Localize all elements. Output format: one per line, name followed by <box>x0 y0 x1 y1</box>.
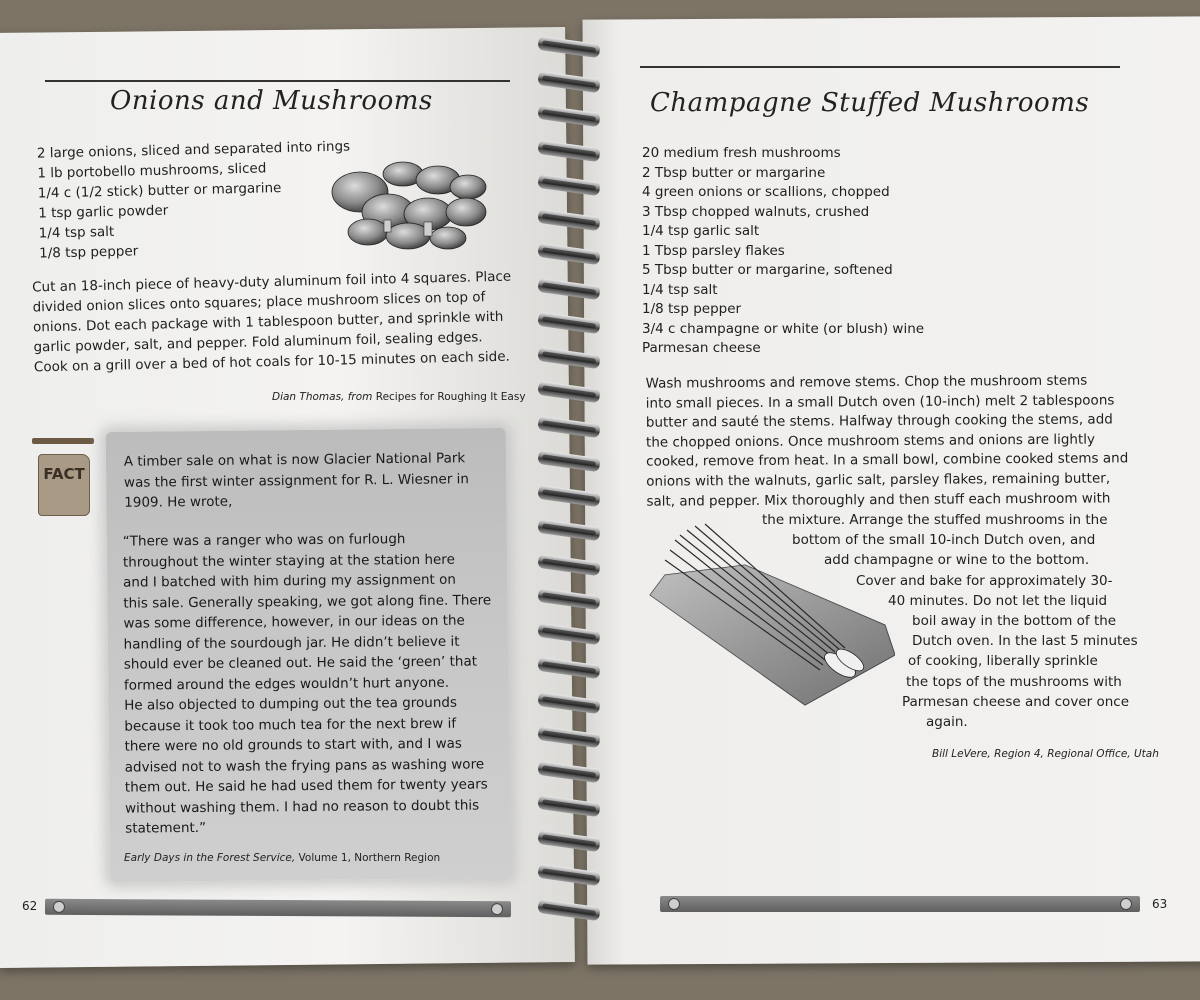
ingredient-item: 1/8 tsp pepper <box>642 301 742 317</box>
left-directions <box>32 267 513 378</box>
spiral-binding <box>538 40 602 940</box>
attribution-source: Recipes for Roughing It Easy <box>375 391 526 403</box>
direction-line: garlic powder, salt, and pepper. Fold aluminum foil, sealing edges. <box>33 329 483 356</box>
spiral-coil <box>537 691 600 713</box>
left-title-rule <box>45 80 510 82</box>
direction-line: Parmesan cheese and cover once <box>902 693 1130 710</box>
direction-line: of cooking, liberally sprinkle <box>908 653 1098 670</box>
direction-line: the chopped onions. Once mushroom stems and onions are lightly <box>645 431 1096 451</box>
right-attribution: Bill LeVere, Region 4, Regional Office, Utah <box>932 748 1159 760</box>
spiral-coil <box>537 277 600 299</box>
spiral-coil <box>537 70 600 92</box>
spiral-coil <box>537 829 600 851</box>
spiral-coil <box>537 898 600 920</box>
right-footer-bar <box>660 896 1140 912</box>
spiral-coil <box>537 484 600 506</box>
ingredient-item: 1/8 tsp pepper <box>38 243 139 262</box>
ingredient-item: 1/4 tsp garlic salt <box>642 223 760 239</box>
right-directions-block1 <box>646 371 1129 512</box>
ingredient-item: 3 Tbsp chopped walnuts, crushed <box>642 203 870 220</box>
spiral-coil <box>537 139 600 161</box>
direction-line: salt, and pepper. Mix thoroughly and then stuff each mushroom with <box>646 490 1111 510</box>
fact-quote-line: handling of the sourdough jar. He didn’t believe it <box>123 633 460 653</box>
spiral-coil <box>537 760 600 782</box>
right-title-rule <box>640 66 1120 68</box>
spiral-coil <box>537 415 600 437</box>
ingredient-item: 1 lb portobello mushrooms, sliced <box>37 160 267 182</box>
fact-source <box>124 852 440 864</box>
ingredient-item: 1 Tbsp parsley flakes <box>642 242 785 259</box>
fact-intro-line: was the first winter assignment for R. L. Wiesner in <box>123 470 470 491</box>
left-ingredients-list <box>37 136 353 263</box>
spiral-coil <box>537 553 600 575</box>
direction-line: Dutch oven. In the last 5 minutes <box>912 633 1138 650</box>
fact-intro-line: A timber sale on what is now Glacier National Park <box>123 450 466 470</box>
fact-quote-line: without washing them. I had no reason to doubt this <box>125 797 480 817</box>
fact-quote-line: throughout the winter staying at the station here <box>122 551 455 571</box>
fact-intro-line: 1909. He wrote, <box>124 493 233 511</box>
right-recipe-title: Champagne Stuffed Mushrooms <box>650 88 1090 118</box>
fact-source-detail: Volume 1, Northern Region <box>298 852 441 864</box>
ingredient-item: 1/4 tsp salt <box>38 223 115 242</box>
fact-quote-line: was some difference, however, in our ideas on the <box>123 612 465 632</box>
fact-quote <box>123 528 494 839</box>
fact-source-title: Early Days in the Forest Service, <box>124 852 296 864</box>
direction-line: butter and sauté the stems. Halfway through cooking the stems, add <box>645 411 1113 431</box>
direction-line: cooked, remove from heat. In a small bowl, combine cooked stems and <box>646 450 1129 471</box>
spiral-coil <box>537 588 600 610</box>
direction-line: Cut an 18-inch piece of heavy-duty aluminum foil into 4 squares. Place <box>31 268 512 296</box>
direction-line: into small pieces. In a small Dutch oven (10-inch) melt 2 tablespoons <box>645 392 1115 412</box>
fact-quote-line: them out. He said he had used them for twenty years <box>124 776 488 796</box>
direction-line: add champagne or wine to the bottom. <box>824 552 1090 569</box>
fact-quote-line: there were no old grounds to start with, and I was <box>124 735 462 755</box>
fact-quote-line: “There was a ranger who was on furlough <box>122 531 406 550</box>
sign-board <box>38 454 90 516</box>
ingredient-item: 2 Tbsp butter or margarine <box>642 164 826 181</box>
ingredient-item: 1 tsp garlic powder <box>38 202 169 222</box>
spiral-coil <box>537 312 600 334</box>
spiral-coil <box>537 657 600 679</box>
direction-line: divided onion slices onto squares; place mushroom slices on top of <box>32 289 486 316</box>
spiral-coil <box>537 622 600 644</box>
direction-line: Cover and bake for approximately 30- <box>856 572 1113 589</box>
fact-quote-line: should ever be cleaned out. He said the ‘green’ that <box>123 653 478 673</box>
page-number-left: 62 <box>22 899 38 913</box>
direction-line: again. <box>926 714 968 731</box>
spiral-coil <box>537 795 600 817</box>
ingredient-item: 5 Tbsp butter or margarine, softened <box>642 262 893 278</box>
ingredient-item: 1/4 tsp salt <box>642 281 718 298</box>
fact-quote-line: He also objected to dumping out the tea grounds <box>124 694 458 714</box>
left-recipe-title: Onions and Mushrooms <box>110 86 433 116</box>
spiral-coil <box>537 36 600 58</box>
direction-line: the mixture. Arrange the stuffed mushrooms in the <box>762 512 1108 528</box>
direction-line: Wash mushrooms and remove stems. Chop the mushroom stems <box>645 372 1088 392</box>
ingredient-item: 20 medium fresh mushrooms <box>642 145 841 161</box>
ingredient-item: 4 green onions or scallions, chopped <box>642 184 890 200</box>
green-onions-illustration <box>645 520 895 715</box>
fact-quote-line: formed around the edges wouldn’t hurt anyone. <box>123 674 450 694</box>
left-attribution <box>272 391 526 403</box>
ingredient-item: Parmesan cheese <box>642 340 761 356</box>
spiral-coil <box>537 208 600 230</box>
direction-line: onions with the walnuts, garlic salt, parsley flakes, remaining butter, <box>646 470 1111 490</box>
bolt-icon <box>668 898 680 910</box>
direction-line: boil away in the bottom of the <box>912 613 1117 630</box>
fact-quote-line: advised not to wash the frying pans as washing wore <box>124 755 485 776</box>
left-footer-bar <box>45 899 511 917</box>
bolt-icon <box>53 901 65 913</box>
ingredient-item: 2 large onions, sliced and separated into rings <box>36 138 351 162</box>
sign-hanger <box>32 438 94 444</box>
direction-line: 40 minutes. Do not let the liquid <box>888 592 1108 609</box>
spiral-coil <box>537 105 600 127</box>
spiral-coil <box>537 381 600 403</box>
direction-line: onions. Dot each package with 1 tablespoon butter, and sprinkle with <box>32 308 504 336</box>
fact-sign-icon <box>32 438 94 518</box>
fact-quote-line: because it took too much tea for the next brew if <box>124 715 457 735</box>
mushrooms-illustration <box>328 152 493 252</box>
spiral-coil <box>537 726 600 748</box>
fact-quote-line: and I batched with him during my assignment on <box>123 571 456 591</box>
spiral-coil <box>537 243 600 265</box>
spiral-coil <box>537 174 600 196</box>
direction-line: Cook on a grill over a bed of hot coals for 10-15 minutes on each side. <box>33 348 511 376</box>
bolt-icon <box>491 903 503 915</box>
ingredient-item: 1/4 c (1/2 stick) butter or margarine <box>37 180 282 202</box>
spiral-coil <box>537 450 600 472</box>
fact-quote-line: statement.” <box>125 819 207 837</box>
ingredient-item: 3/4 c champagne or white (or blush) wine <box>642 320 925 337</box>
fact-intro <box>124 448 470 513</box>
page-number-right: 63 <box>1152 897 1168 911</box>
fact-quote-line: this sale. Generally speaking, we got along fine. There <box>123 591 492 612</box>
right-ingredients-list <box>642 144 924 359</box>
direction-line: bottom of the small 10-inch Dutch oven, and <box>792 532 1096 549</box>
attribution-author: Dian Thomas, from <box>272 391 373 403</box>
spiral-coil <box>537 519 600 541</box>
direction-line: the tops of the mushrooms with <box>906 673 1122 690</box>
bolt-icon <box>1120 898 1132 910</box>
fact-label: FACT <box>43 465 85 483</box>
spiral-coil <box>537 346 600 368</box>
spiral-coil <box>537 864 600 886</box>
